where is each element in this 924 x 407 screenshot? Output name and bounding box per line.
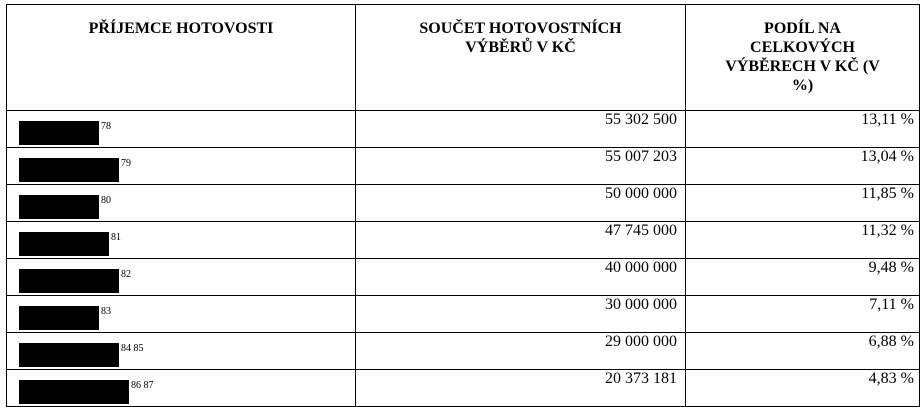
recipient-cell <box>7 333 356 370</box>
footnote-ref: 81 <box>111 232 121 243</box>
sum-cell: 55 007 203 <box>356 148 686 185</box>
recipient-cell <box>7 185 356 222</box>
redaction-bar <box>19 269 119 293</box>
sum-cell: 55 302 500 <box>356 111 686 148</box>
redaction-bar <box>19 306 99 330</box>
share-cell: 13,11 % <box>686 111 920 148</box>
share-cell: 11,85 % <box>686 185 920 222</box>
table-row <box>7 185 920 222</box>
footnote-ref: 79 <box>121 158 131 169</box>
recipient-cell <box>7 370 356 407</box>
sum-cell: 50 000 000 <box>356 185 686 222</box>
recipient-cell <box>7 296 356 333</box>
share-cell: 4,83 % <box>686 370 920 407</box>
sum-cell: 29 000 000 <box>356 333 686 370</box>
footnote-ref: 80 <box>101 195 111 206</box>
redaction-bar <box>19 343 119 367</box>
footnote-ref: 84 85 <box>121 343 144 354</box>
table-row <box>7 111 920 148</box>
redaction-bar <box>19 380 129 404</box>
sum-cell: 40 000 000 <box>356 259 686 296</box>
share-cell: 7,11 % <box>686 296 920 333</box>
recipient-cell <box>7 222 356 259</box>
header-recipient: PŘÍJEMCE HOTOVOSTI <box>7 5 356 111</box>
footnote-ref: 78 <box>101 121 111 132</box>
header-row <box>7 5 920 111</box>
recipient-cell <box>7 111 356 148</box>
sum-cell: 20 373 181 <box>356 370 686 407</box>
share-cell: 11,32 % <box>686 222 920 259</box>
table-row <box>7 148 920 185</box>
share-cell: 6,88 % <box>686 333 920 370</box>
redaction-bar <box>19 158 119 182</box>
footnote-ref: 82 <box>121 269 131 280</box>
header-share: PODÍL NA CELKOVÝCH VÝBĚRECH V KČ (V %) <box>686 5 920 111</box>
sum-cell: 30 000 000 <box>356 296 686 333</box>
share-cell: 13,04 % <box>686 148 920 185</box>
recipient-cell <box>7 148 356 185</box>
cash-withdrawals-table <box>6 4 920 407</box>
redaction-bar <box>19 232 109 256</box>
redaction-bar <box>19 195 99 219</box>
footnote-ref: 86 87 <box>131 380 154 391</box>
header-sum: SOUČET HOTOVOSTNÍCH VÝBĚRŮ V KČ <box>356 5 686 111</box>
footnote-ref: 83 <box>101 306 111 317</box>
redaction-bar <box>19 121 99 145</box>
share-cell: 9,48 % <box>686 259 920 296</box>
table-row <box>7 333 920 370</box>
table-row <box>7 370 920 407</box>
table-row <box>7 296 920 333</box>
recipient-cell <box>7 259 356 296</box>
sum-cell: 47 745 000 <box>356 222 686 259</box>
table-row <box>7 222 920 259</box>
table-row <box>7 259 920 296</box>
